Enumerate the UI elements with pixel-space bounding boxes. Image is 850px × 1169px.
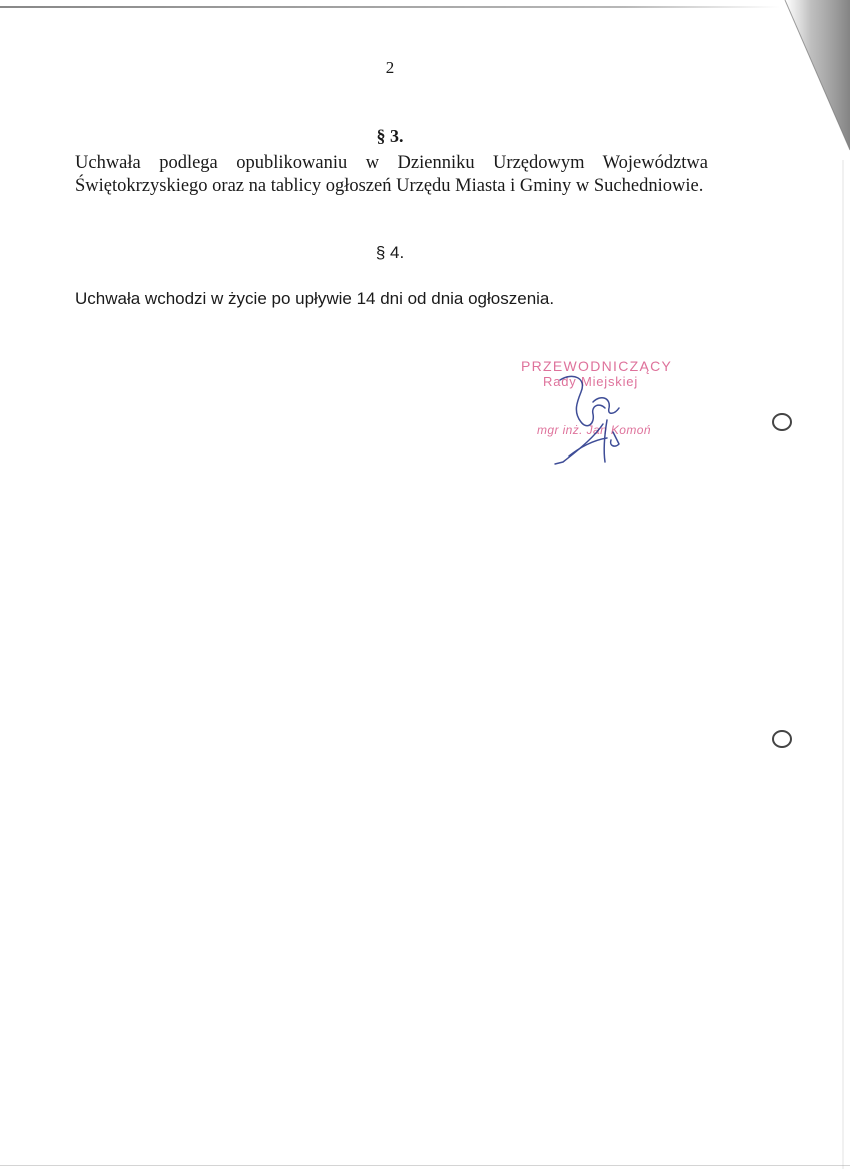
section-3-heading: § 3. [376,126,404,146]
punch-hole-bottom [772,730,792,748]
chairman-stamp-and-signature [515,352,715,472]
scan-top-edge [0,6,780,8]
page-number: 2 [385,58,395,77]
section-3-text: Uchwała podlega opublikowaniu w Dzienniku Urzędowym Województwa Świętokrzyskiego oraz na tablicy ogłoszeń Urzędu Miasta i Gminy w Suchedniowie. [75,153,708,196]
scan-bottom-edge [0,1165,850,1166]
svg-text:mgr inż. Jan Komoń: mgr inż. Jan Komoń [537,423,651,437]
svg-text:PRZEWODNICZĄCY: PRZEWODNICZĄCY [521,358,673,374]
scan-page-fold-shadow [740,0,850,1169]
punch-hole-top [772,413,792,431]
section-4-text: Uchwała wchodzi w życie po upływie 14 dni od dnia ogłoszenia. [75,289,555,308]
stamp-image [515,352,715,472]
svg-text:Rady Miejskiej: Rady Miejskiej [543,374,639,389]
section-4-heading: § 4. [375,243,405,262]
